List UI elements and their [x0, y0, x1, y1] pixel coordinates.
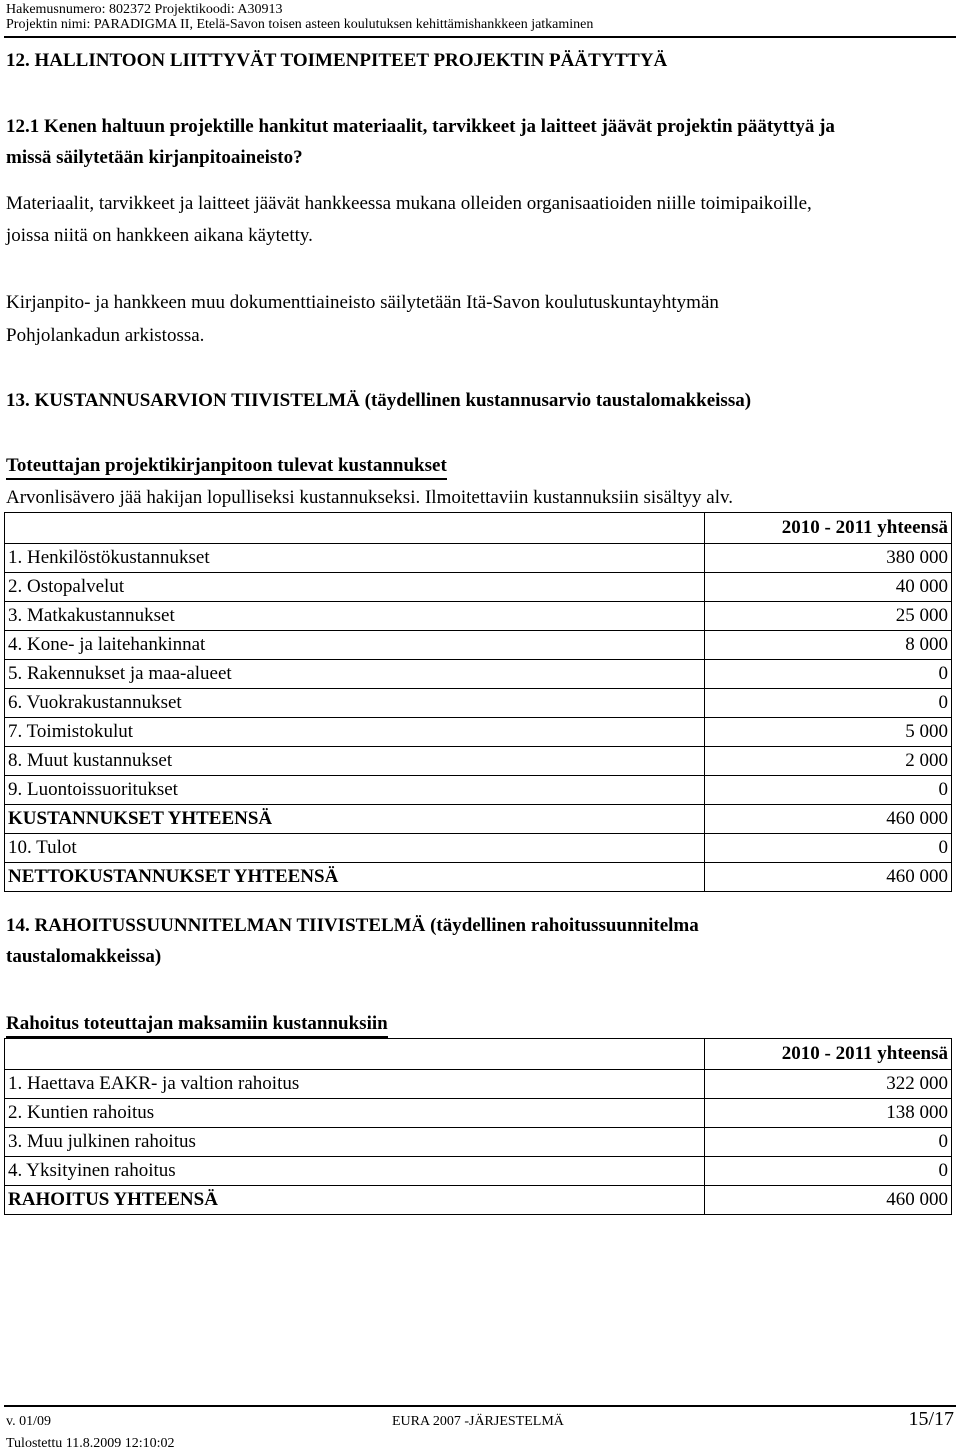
cost-table-row-label: 6. Vuokrakustannukset [5, 689, 705, 718]
section-14-subtitle-text: Rahoitus toteuttajan maksamiin kustannuksiin [6, 1013, 388, 1038]
financing-table-row [5, 1157, 952, 1186]
financing-table-header-row [5, 1039, 952, 1070]
cost-table-row [5, 602, 952, 631]
cost-table-row-label: 2. Ostopalvelut [5, 573, 705, 602]
footer-version: v. 01/09 [6, 1414, 51, 1429]
section-13-title: 13. KUSTANNUSARVION TIIVISTELMÄ (täydellinen kustannusarvio taustalomakkeissa) [6, 390, 752, 411]
section-12-answer-p1-line1: Materiaalit, tarvikkeet ja laitteet jäävät hankkeessa mukana olleiden organisaatioiden niille toimipaikoille, [6, 193, 812, 214]
financing-table-row-value: 322 000 [705, 1070, 952, 1099]
cost-table-row [5, 863, 952, 892]
cost-table-row [5, 544, 952, 573]
financing-table-row-value: 0 [705, 1157, 952, 1186]
footer-page-number: 15/17 [908, 1408, 954, 1430]
cost-table-row-label: 10. Tulot [5, 834, 705, 863]
cost-table-row [5, 631, 952, 660]
cost-table-row-value: 460 000 [705, 805, 952, 834]
cost-table-row [5, 718, 952, 747]
financing-table-row-label: RAHOITUS YHTEENSÄ [5, 1186, 705, 1215]
cost-table-row-label: NETTOKUSTANNUKSET YHTEENSÄ [5, 863, 705, 892]
cost-table-row-value: 0 [705, 689, 952, 718]
section-13-subtitle-text: Toteuttajan projektikirjanpitoon tulevat kustannukset [6, 455, 447, 480]
cost-table-row [5, 834, 952, 863]
section-14-title-line1: 14. RAHOITUSSUUNNITELMAN TIIVISTELMÄ (täydellinen rahoitussuunnitelma [6, 915, 699, 936]
financing-table-column-header: 2010 - 2011 yhteensä [705, 1039, 952, 1070]
cost-table-row [5, 805, 952, 834]
cost-table-row-value: 2 000 [705, 747, 952, 776]
cost-table-column-header: 2010 - 2011 yhteensä [705, 513, 952, 544]
cost-estimate-table [4, 512, 952, 892]
cost-table-row-value: 5 000 [705, 718, 952, 747]
financing-table-row-label: 1. Haettava EAKR- ja valtion rahoitus [5, 1070, 705, 1099]
cost-table-row-label: KUSTANNUKSET YHTEENSÄ [5, 805, 705, 834]
cost-table-row-value: 40 000 [705, 573, 952, 602]
cost-table-header-row [5, 513, 952, 544]
cost-table-row-value: 0 [705, 776, 952, 805]
cost-table-row-label: 5. Rakennukset ja maa-alueet [5, 660, 705, 689]
financing-table-row [5, 1186, 952, 1215]
cost-table-row-value: 0 [705, 834, 952, 863]
cost-table-row-label: 3. Matkakustannukset [5, 602, 705, 631]
cost-table-row-label: 7. Toimistokulut [5, 718, 705, 747]
financing-table-row [5, 1128, 952, 1157]
cost-table-row [5, 573, 952, 602]
cost-table-header-label [5, 513, 705, 544]
cost-table-row-label: 4. Kone- ja laitehankinnat [5, 631, 705, 660]
financing-table-row-value: 138 000 [705, 1099, 952, 1128]
section-14-subtitle [6, 1013, 388, 1038]
section-12-1-question-line2: missä säilytetään kirjanpitoaineisto? [6, 147, 303, 168]
financing-table-row-value: 0 [705, 1128, 952, 1157]
cost-table-row-label: 1. Henkilöstökustannukset [5, 544, 705, 573]
cost-table-row-value: 0 [705, 660, 952, 689]
footer-system: EURA 2007 -JÄRJESTELMÄ [392, 1414, 564, 1429]
section-12-answer-p1-line2: joissa niitä on hankkeen aikana käytetty. [6, 225, 313, 246]
financing-table-row-label: 4. Yksityinen rahoitus [5, 1157, 705, 1186]
cost-table-row [5, 747, 952, 776]
financing-table-header-label [5, 1039, 705, 1070]
cost-table-row-label: 8. Muut kustannukset [5, 747, 705, 776]
footer-divider [4, 1405, 956, 1407]
financing-table-row [5, 1070, 952, 1099]
section-12-answer-p2-line1: Kirjanpito- ja hankkeen muu dokumenttiaineisto säilytetään Itä-Savon koulutuskuntayhtymän [6, 292, 719, 313]
section-12-title: 12. HALLINTOON LIITTYVÄT TOIMENPITEET PROJEKTIN PÄÄTYTTYÄ [6, 50, 668, 71]
footer-printed-timestamp: Tulostettu 11.8.2009 12:10:02 [6, 1436, 175, 1451]
header-project-name: Projektin nimi: PARADIGMA II, Etelä-Savon toisen asteen koulutuksen kehittämishankkeen jatkaminen [6, 17, 594, 32]
financing-table-row-value: 460 000 [705, 1186, 952, 1215]
cost-table-row-value: 380 000 [705, 544, 952, 573]
financing-table-row [5, 1099, 952, 1128]
cost-table-row [5, 776, 952, 805]
cost-table-row-label: 9. Luontoissuoritukset [5, 776, 705, 805]
section-13-vat-note: Arvonlisävero jää hakijan lopulliseksi kustannukseksi. Ilmoitettaviin kustannuksiin sisältyy alv. [6, 487, 734, 508]
section-12-1-question-line1: 12.1 Kenen haltuun projektille hankitut materiaalit, tarvikkeet ja laitteet jäävät projektin päätyttyä ja [6, 116, 835, 137]
section-13-subtitle [6, 455, 447, 480]
cost-table-row-value: 8 000 [705, 631, 952, 660]
section-12-answer-p2-line2: Pohjolankadun arkistossa. [6, 325, 205, 346]
financing-table-row-label: 2. Kuntien rahoitus [5, 1099, 705, 1128]
cost-table-row-value: 25 000 [705, 602, 952, 631]
financing-plan-table [4, 1038, 952, 1215]
section-14-title-line2: taustalomakkeissa) [6, 946, 162, 967]
header-application-number: Hakemusnumero: 802372 Projektikoodi: A30913 [6, 2, 283, 17]
cost-table-row-value: 460 000 [705, 863, 952, 892]
header-divider [4, 36, 956, 38]
cost-table-row [5, 689, 952, 718]
cost-table-row [5, 660, 952, 689]
financing-table-row-label: 3. Muu julkinen rahoitus [5, 1128, 705, 1157]
